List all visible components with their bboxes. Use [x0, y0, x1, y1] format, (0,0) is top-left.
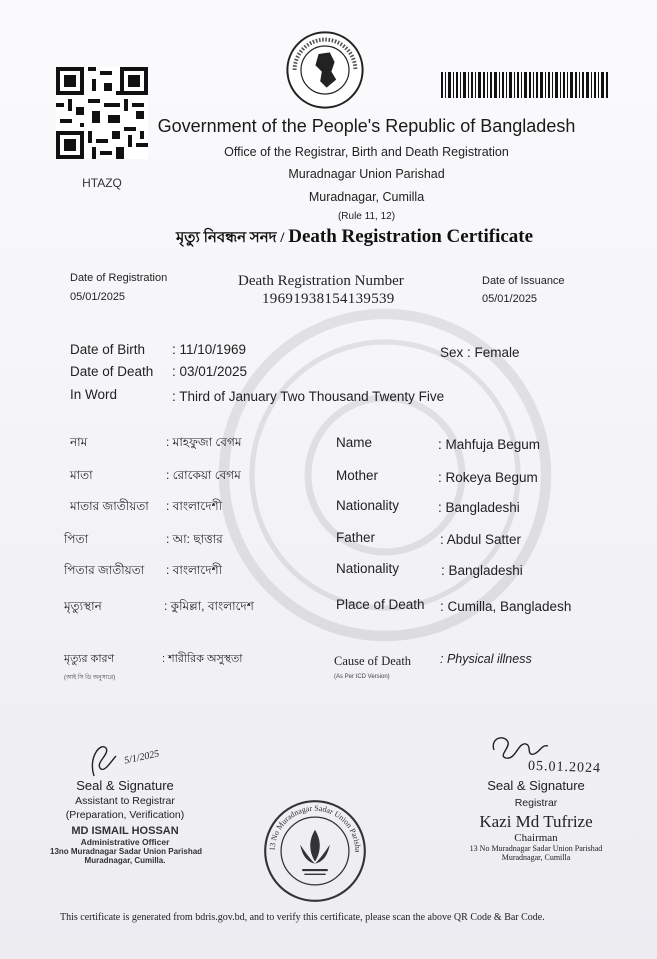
seal-text: 13 No Muradnagar Sadar Union Parisha — [267, 803, 363, 853]
en-label-cause: Cause of Death — [334, 654, 412, 668]
bn-value-mother-nationality: : বাংলাদেশী — [166, 499, 223, 513]
bn-sub-cause: (আই সি ডি অনুসারে) — [64, 675, 116, 681]
right-stamp-place: Muradnagar, Cumilla — [501, 853, 571, 862]
date-of-death-value: : 03/01/2025 — [172, 364, 248, 379]
barcode-icon — [441, 72, 609, 98]
union-line: Muradnagar Union Parishad — [288, 167, 445, 181]
svg-text:13 No Muradnagar Sadar Union P — [262, 798, 362, 853]
en-label-mother-nationality: Nationality — [336, 498, 400, 513]
bn-label-name: নাম — [70, 435, 88, 449]
verification-footer: This certificate is generated from bdris.gov.bd, and to verify this certificate, please scan the above QR Code & Bar Code. — [60, 912, 545, 923]
left-stamp-office: 13no Muradnagar Sadar Union Parishad — [50, 847, 203, 856]
left-handwritten-date: 5/1/2025 — [123, 748, 161, 767]
certificate-title — [0, 226, 657, 251]
right-stamp-name: Kazi Md Tufrize — [479, 812, 593, 831]
left-role-detail: (Preparation, Verification) — [65, 809, 185, 821]
qr-code-text: HTAZQ — [82, 176, 122, 190]
en-value-father-nationality: : Bangladeshi — [441, 563, 523, 578]
right-stamp-title: Chairman — [514, 832, 558, 844]
certificate-title-bn: মৃত্যু নিবন্ধন সনদ / — [175, 230, 289, 246]
left-stamp-title: Administrative Officer — [80, 837, 170, 847]
bn-value-father: : আ: ছাত্তার — [166, 532, 223, 546]
right-seal-signature-title: Seal & Signature — [487, 778, 585, 793]
sex-value: Sex : Female — [440, 345, 520, 360]
bn-label-father: পিতা — [64, 532, 89, 546]
bn-label-place-of-death: মৃত্যুস্থান — [64, 599, 102, 613]
en-label-name: Name — [336, 435, 373, 450]
right-handwritten-date: 05.01.2024 — [527, 758, 602, 777]
registration-number-value: 19691938154139539 — [262, 291, 395, 307]
date-of-registration-value: 05/01/2025 — [70, 291, 126, 303]
left-role: Assistant to Registrar — [75, 795, 175, 807]
bn-value-name: : মাহফুজা বেগম — [166, 435, 242, 449]
bn-label-mother-nationality: মাতার জাতীয়তা — [70, 499, 149, 513]
en-value-father: : Abdul Satter — [440, 532, 522, 547]
date-of-issuance-value: 05/01/2025 — [482, 293, 538, 305]
en-value-cause: : Physical illness — [440, 652, 532, 666]
government-emblem-icon — [285, 30, 365, 110]
en-value-place-of-death: : Cumilla, Bangladesh — [440, 599, 572, 614]
bn-label-father-nationality: পিতার জাতীয়তা — [64, 563, 145, 577]
date-of-issuance-label: Date of Issuance — [482, 275, 565, 287]
bn-label-cause: মৃত্যুর কারণ — [64, 653, 115, 665]
right-role: Registrar — [514, 797, 558, 809]
bn-value-mother: : রোকেয়া বেগম — [166, 468, 241, 482]
bn-value-cause: : শারীরিক অসুস্থতা — [162, 653, 243, 665]
bn-value-father-nationality: : বাংলাদেশী — [166, 563, 223, 577]
left-stamp-name: MD ISMAIL HOSSAN — [71, 825, 179, 837]
en-value-name: : Mahfuja Begum — [438, 437, 541, 452]
in-word-label: In Word — [70, 387, 118, 402]
government-title: Government of the People's Republic of Bangladesh — [157, 116, 576, 136]
date-of-registration-label: Date of Registration — [70, 272, 168, 284]
date-of-death-label: Date of Death — [70, 364, 154, 379]
en-value-mother-nationality: : Bangladeshi — [438, 500, 520, 515]
left-signature-block — [50, 778, 203, 865]
en-label-father-nationality: Nationality — [336, 561, 400, 576]
office-line: Office of the Registrar, Birth and Death Registration — [224, 145, 509, 159]
right-signature-block — [446, 778, 626, 862]
en-value-mother: : Rokeya Begum — [438, 470, 538, 485]
date-of-birth-value: : 11/10/1969 — [172, 342, 247, 357]
right-stamp-office: 13 No Muradnagar Sadar Union Parishad — [469, 844, 603, 853]
en-label-father: Father — [336, 530, 376, 545]
date-of-birth-label: Date of Birth — [70, 342, 146, 357]
en-sub-cause: (As Per ICD Version) — [334, 674, 390, 680]
registration-number-label: Death Registration Number — [238, 273, 404, 289]
bn-value-place-of-death: : কুমিল্লা, বাংলাদেশ — [164, 599, 254, 613]
seal-ring-text — [262, 798, 368, 904]
certificate-title-en: Death Registration Certificate — [288, 226, 534, 247]
en-label-place-of-death: Place of Death — [336, 597, 425, 612]
left-seal-signature-title: Seal & Signature — [76, 778, 174, 793]
rule-line: (Rule 11, 12) — [337, 211, 396, 222]
in-word-value: : Third of January Two Thousand Twenty Five — [172, 389, 445, 404]
left-stamp-place: Muradnagar, Cumilla. — [84, 856, 166, 865]
bn-label-mother: মাতা — [70, 468, 93, 482]
en-label-mother: Mother — [336, 468, 379, 483]
location-line: Muradnagar, Cumilla — [308, 190, 425, 204]
